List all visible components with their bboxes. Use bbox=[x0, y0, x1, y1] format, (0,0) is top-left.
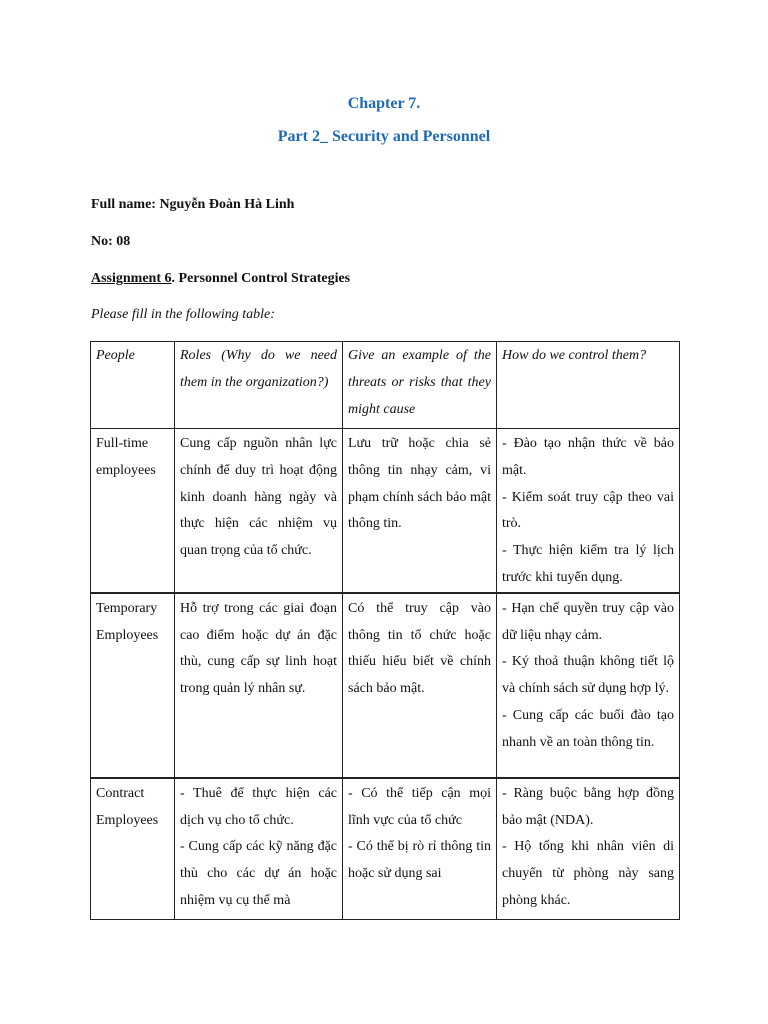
control-item: - Hộ tống khi nhân viên di chuyển từ phòng này sang phòng khác. bbox=[502, 839, 674, 908]
table-header-row bbox=[91, 342, 680, 429]
student-number: No: 08 bbox=[91, 234, 131, 249]
table-row bbox=[91, 778, 680, 920]
people-cell: Contract Employees bbox=[91, 778, 175, 920]
assignment-label: Assignment 6 bbox=[91, 271, 172, 286]
instruction-text: Please fill in the following table: bbox=[91, 307, 275, 322]
roles-cell: Hỗ trợ trong các giai đoạn cao điểm hoặc dự án đặc thù, cung cấp sự linh hoạt trong quản lý nhân sự. bbox=[175, 593, 343, 778]
header-people: People bbox=[91, 342, 175, 429]
threats-cell: Lưu trữ hoặc chia sẻ thông tin nhạy cảm, vi phạm chính sách bảo mật thông tin. bbox=[343, 429, 497, 593]
people-cell: Temporary Employees bbox=[91, 593, 175, 778]
chapter-title: Chapter 7. bbox=[347, 95, 421, 112]
control-item: - Kiểm soát truy cập theo vai trò. bbox=[502, 489, 674, 532]
people-cell: Full-time employees bbox=[91, 429, 175, 593]
threats-cell bbox=[343, 778, 497, 920]
role-item: - Thuê để thực hiện các dịch vụ cho tổ chức. bbox=[180, 785, 337, 828]
personnel-control-table bbox=[90, 341, 680, 920]
table-row bbox=[91, 593, 680, 778]
control-cell bbox=[497, 778, 680, 920]
control-item: - Hạn chế quyền truy cập vào dữ liệu nhạy cảm. bbox=[502, 600, 674, 643]
role-item: - Cung cấp các kỹ năng đặc thù cho các dự án hoặc nhiệm vụ cụ thể mà bbox=[180, 839, 337, 908]
control-item: - Ràng buộc bằng hợp đồng bảo mật (NDA). bbox=[502, 785, 674, 828]
control-item: - Thực hiện kiểm tra lý lịch trước khi tuyển dụng. bbox=[502, 543, 674, 585]
roles-cell bbox=[175, 778, 343, 920]
header-control: How do we control them? bbox=[497, 342, 680, 429]
part-title: Part 2_ Security and Personnel bbox=[277, 128, 491, 145]
control-cell bbox=[497, 429, 680, 593]
control-item: - Ký thoả thuận không tiết lộ và chính sách sử dụng hợp lý. bbox=[502, 654, 674, 697]
threat-item: - Có thể tiếp cận mọi lĩnh vực của tổ chức bbox=[348, 785, 491, 828]
table-row bbox=[91, 429, 680, 593]
header-roles: Roles (Why do we need them in the organization?) bbox=[175, 342, 343, 429]
threats-cell: Có thể truy cập vào thông tin tổ chức hoặc thiếu hiểu biết về chính sách bảo mật. bbox=[343, 593, 497, 778]
control-item: - Cung cấp các buổi đào tạo nhanh về an toàn thông tin. bbox=[502, 707, 674, 750]
header-threats: Give an example of the threats or risks that they might cause bbox=[343, 342, 497, 429]
full-name: Full name: Nguyễn Đoàn Hà Linh bbox=[91, 197, 295, 212]
threat-item: - Có thể bị rò rỉ thông tin hoặc sử dụng sai bbox=[348, 839, 491, 882]
control-cell bbox=[497, 593, 680, 778]
control-item: - Đào tạo nhận thức về bảo mật. bbox=[502, 436, 674, 478]
assignment-title: . Personnel Control Strategies bbox=[171, 271, 351, 286]
assignment-heading bbox=[91, 271, 350, 287]
roles-cell: Cung cấp nguồn nhân lực chính để duy trì hoạt động kinh doanh hàng ngày và thực hiện các nhiệm vụ quan trọng của tổ chức. bbox=[175, 429, 343, 593]
